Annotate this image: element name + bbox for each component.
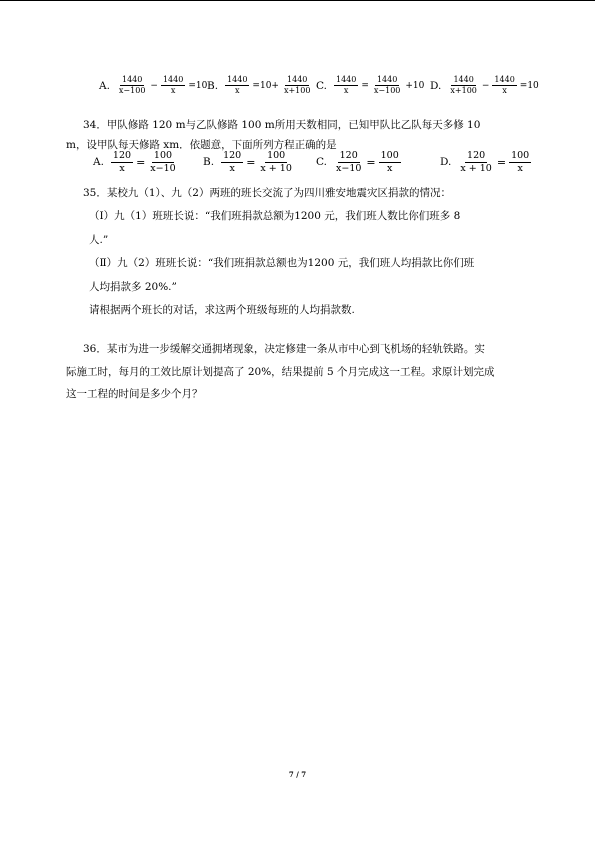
q33-option-b: B. $\frac{1440}{x}$ =10+ $\frac{1440}{x+100}$ <box>207 75 311 96</box>
fraction: $\frac{1440}{x+100}$ <box>450 75 477 96</box>
fraction: $\frac{120}{x + 10}$ <box>460 150 492 174</box>
q35-quote-1-line-1: （Ⅰ）九（1）班班长说：“我们班捐款总额为1200 元，我们班人数比你们班多 8 <box>89 210 461 222</box>
q36-line-1: 36．某市为进一步缓解交通拥堵现象，决定修建一条从市中心到飞机场的轻轨铁路。实 <box>83 343 485 355</box>
q35-stem: 35．某校九（1）、九（2）两班的班长交流了为四川雅安地震灾区捐款的情况： <box>83 187 451 199</box>
q36-line-2: 际施工时，每月的工效比原计划提高了 20%，结果提前 5 个月完成这一工程。求原计划完成 <box>66 366 495 378</box>
q34-option-b: B. $\frac{120}{x}$ = $\frac{100}{x + 10}$ <box>203 150 292 174</box>
fraction: $\frac{100}{x}$ <box>380 150 399 174</box>
fraction: $\frac{100}{x-10}$ <box>150 150 176 174</box>
fraction: $\frac{1440}{x-100}$ <box>373 75 401 96</box>
fraction: $\frac{120}{x}$ <box>223 150 242 174</box>
q33-option-a: A. $\frac{1440}{x-100}$ − $\frac{1440}{x}$ =10 <box>99 75 208 96</box>
q34-stem-line-2: m，设甲队每天修路 xm．依题意，下面所列方程正确的是 <box>66 139 337 151</box>
fraction: $\frac{1440}{x}$ <box>336 75 357 96</box>
q34-option-d: D. $\frac{120}{x + 10}$ = $\frac{100}{x}$ <box>440 150 530 174</box>
q35-quote-1-line-2: 人.” <box>89 234 109 246</box>
q35-quote-2-line-1: （Ⅱ）九（2）班班长说：“我们班捐款总额也为1200 元，我们班人均捐款比你们班 <box>89 257 475 269</box>
fraction: $\frac{120}{x-10}$ <box>336 150 362 174</box>
fraction: $\frac{1440}{x}$ <box>494 75 515 96</box>
fraction: $\frac{1440}{x+100}$ <box>283 75 311 96</box>
q34-option-a: A. $\frac{120}{x}$ = $\frac{100}{x-10}$ <box>93 150 176 174</box>
fraction: $\frac{100}{x + 10}$ <box>260 150 292 174</box>
fraction: $\frac{120}{x}$ <box>112 150 132 174</box>
q34-stem-line-1: 34．甲队修路 120 m与乙队修路 100 m所用天数相同，已知甲队比乙队每天多修 10 <box>83 119 481 131</box>
page-number: 7 / 7 <box>288 770 307 779</box>
fraction: $\frac{100}{x}$ <box>511 150 530 174</box>
q33-option-d: D. $\frac{1440}{x+100}$ − $\frac{1440}{x}$ =10 <box>430 75 539 96</box>
q35-question: 请根据两个班长的对话，求这两个班级每班的人均捐款数. <box>89 304 355 316</box>
q36-line-3: 这一工程的时间是多少个月？ <box>66 388 203 400</box>
q33-option-c: C. $\frac{1440}{x}$ = $\frac{1440}{x-100}$ +10 <box>316 75 425 96</box>
q35-quote-2-line-2: 人均捐款多 20%.” <box>89 281 177 293</box>
fraction: $\frac{1440}{x}$ <box>162 75 184 96</box>
fraction: $\frac{1440}{x-100}$ <box>118 75 146 96</box>
q34-option-c: C. $\frac{120}{x-10}$ = $\frac{100}{x}$ <box>316 150 399 174</box>
top-rule <box>0 0 595 1</box>
fraction: $\frac{1440}{x}$ <box>227 75 248 96</box>
